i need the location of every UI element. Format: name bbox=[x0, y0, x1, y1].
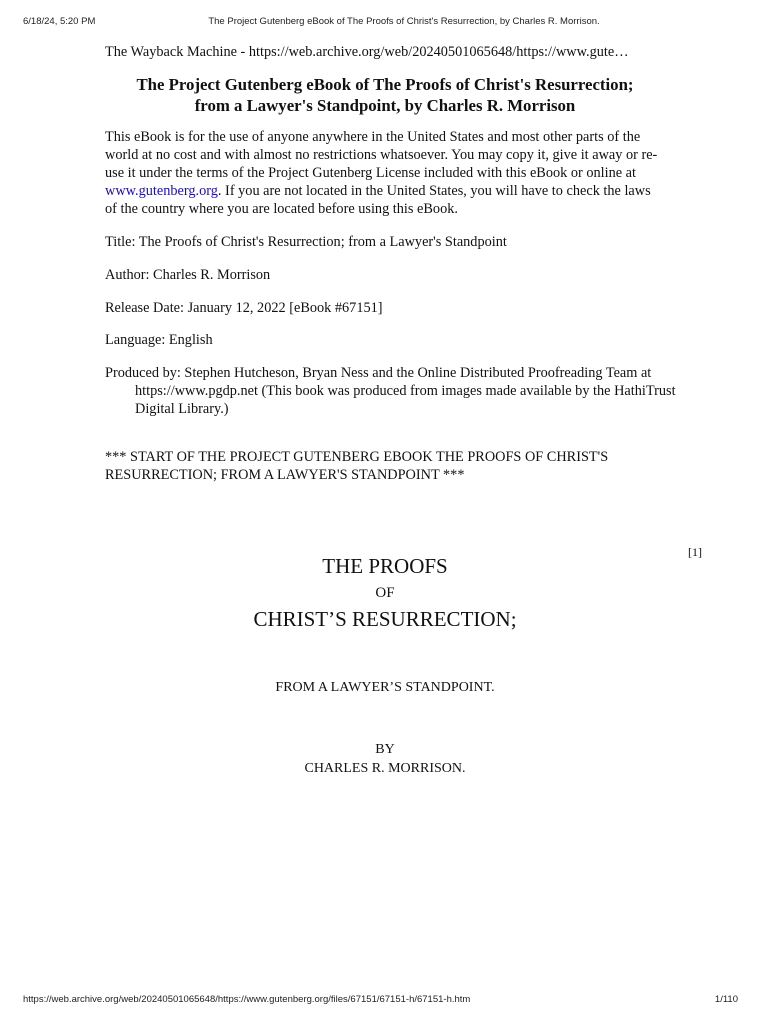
license-paragraph bbox=[105, 128, 665, 218]
print-header bbox=[0, 16, 768, 30]
license-text-start: This eBook is for the use of anyone anywhere in the United States and most other parts of the world at no cost and with almost no restrictions whatsoever. You may copy it, give it away or re-use it under the terms of the Project Gutenberg License included with this eBook or online at bbox=[105, 129, 658, 181]
wayback-banner: The Wayback Machine - https://web.archive.org/web/20240501065648/https://www.gute… bbox=[105, 44, 629, 60]
book-subtitle: FROM A LAWYER’S STANDPOINT. bbox=[275, 680, 495, 695]
meta-produced-by: Produced by: Stephen Hutcheson, Bryan Ness and the Online Distributed Proofreading Team at https://www.pgdp.net (This book was produced from images made available by the HathiTrust Digital Library.) bbox=[105, 365, 676, 417]
book-title-line-2: OF bbox=[375, 585, 395, 601]
book-title-line-3: CHRIST’S RESURRECTION; bbox=[253, 607, 517, 631]
print-footer bbox=[0, 994, 768, 1008]
ebook-heading bbox=[105, 74, 665, 116]
start-marker: *** START OF THE PROJECT GUTENBERG EBOOK THE PROOFS OF CHRIST'S RESURRECTION; FROM A LAWYER'S STANDPOINT *** bbox=[105, 449, 609, 483]
ebook-heading-line-1: The Project Gutenberg eBook of The Proofs of Christ's Resurrection; bbox=[136, 75, 634, 94]
book-title-line-1: THE PROOFS bbox=[322, 554, 448, 578]
meta-release-date: Release Date: January 12, 2022 [eBook #67151] bbox=[105, 300, 383, 316]
meta-author: Author: Charles R. Morrison bbox=[105, 267, 271, 283]
page-number-marker[interactable]: [1] bbox=[688, 545, 702, 559]
print-page-title: The Project Gutenberg eBook of The Proofs of Christ's Resurrection, by Charles R. Morrison. bbox=[208, 16, 600, 27]
print-url: https://web.archive.org/web/20240501065648/https://www.gutenberg.org/files/67151/67151-h/67151-h.htm bbox=[23, 994, 471, 1005]
ebook-heading-line-2: from a Lawyer's Standpoint, by Charles R. Morrison bbox=[194, 96, 576, 115]
byline-by: BY bbox=[375, 742, 395, 757]
license-text-end: . If you are not located in the United States, you will have to check the laws of the country where you are located before using this eBook. bbox=[105, 183, 651, 217]
print-page-number: 1/110 bbox=[714, 994, 738, 1005]
meta-language: Language: English bbox=[105, 332, 213, 348]
meta-title: Title: The Proofs of Christ's Resurrection; from a Lawyer's Standpoint bbox=[105, 234, 507, 250]
byline-author: CHARLES R. MORRISON. bbox=[304, 761, 466, 776]
print-date: 6/18/24, 5:20 PM bbox=[23, 16, 96, 27]
gutenberg-link[interactable]: www.gutenberg.org bbox=[105, 183, 218, 199]
